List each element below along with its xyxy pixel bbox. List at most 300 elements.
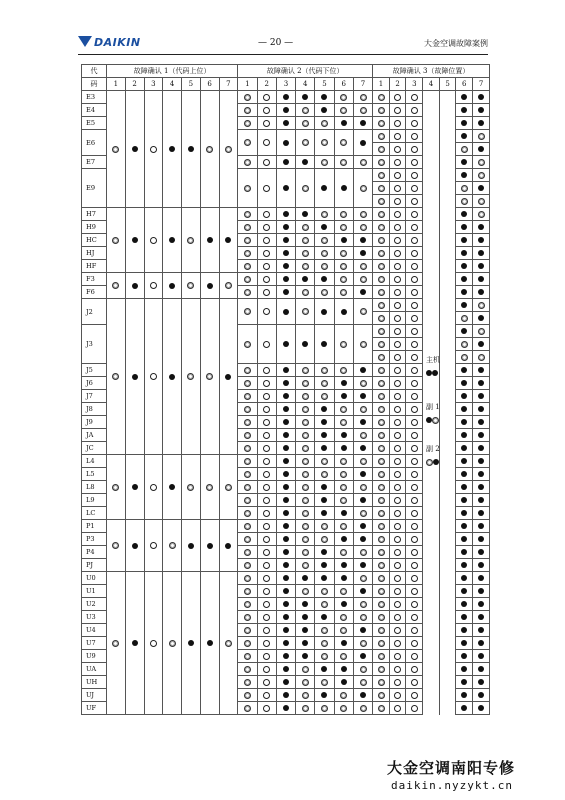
led-blink-icon [302,237,309,244]
confirm2-led [276,299,295,325]
led-off-icon [263,120,270,127]
confirm2-led [353,585,372,598]
column-number: 1 [107,78,126,91]
confirm2-led [296,91,315,104]
confirm3-led [473,260,490,273]
confirm3-led [406,130,423,143]
confirm2-led [315,676,334,689]
led-on-icon [478,237,484,243]
led-off-icon [263,497,270,504]
led-blink-icon [340,94,347,101]
led-on-icon [360,523,366,529]
led-on-icon [461,120,467,126]
table-row [82,208,490,221]
confirm2-led [296,572,315,585]
error-code: UJ [82,689,107,702]
led-off-icon [150,146,157,153]
led-off-icon [263,237,270,244]
led-blink-icon [244,393,251,400]
confirm3-led [389,520,406,533]
confirm2-led [238,663,257,676]
confirm3-blank [439,143,456,156]
confirm2-led [315,559,334,572]
confirm3-led [406,325,423,338]
led-blink-icon [378,666,385,673]
led-on-icon [283,94,289,100]
confirm3-led [473,507,490,520]
confirm3-led [456,325,473,338]
led-blink-icon [378,627,385,634]
confirm3-blank [439,494,456,507]
led-on-icon [360,653,366,659]
confirm2-led [353,325,372,364]
confirm2-led [257,273,276,286]
led-on-icon [478,523,484,529]
confirm3-led [389,195,406,208]
led-blink-icon [378,198,385,205]
confirm2-led [257,624,276,637]
led-on-icon [461,94,467,100]
confirm2-led [353,559,372,572]
confirm2-led [276,494,295,507]
led-on-icon [478,120,484,126]
column-number: 4 [163,78,182,91]
led-off-icon [394,497,401,504]
led-off-icon [263,250,270,257]
led-blink-icon [378,471,385,478]
led-blink-icon [378,484,385,491]
led-on-icon [321,94,327,100]
led-blink-icon [302,588,309,595]
confirm3-led [373,117,390,130]
confirm3-led [473,143,490,156]
led-blink-icon [225,146,232,153]
confirm3-led [406,156,423,169]
confirm2-led [257,689,276,702]
led-off-icon [394,653,401,660]
confirm2-led [353,117,372,130]
led-off-icon [394,159,401,166]
error-code: E4 [82,104,107,117]
confirm2-led [296,299,315,325]
confirm2-led [257,481,276,494]
confirm2-led [315,520,334,533]
led-on-icon [478,146,484,152]
confirm2-led [315,442,334,455]
confirm1-led [200,91,219,208]
led-blink-icon [360,458,367,465]
led-off-icon [411,510,418,517]
confirm2-led [334,104,353,117]
led-on-icon [225,237,231,243]
note-main-leds [426,369,440,377]
led-off-icon [394,562,401,569]
led-blink-icon [340,705,347,712]
confirm2-led [257,611,276,624]
error-code: E6 [82,130,107,156]
confirm3-blank [423,377,440,390]
confirm3-led [406,572,423,585]
led-on-icon [283,309,289,315]
led-off-icon [394,263,401,270]
confirm3-led [389,403,406,416]
led-on-icon [283,237,289,243]
confirm3-led [406,273,423,286]
confirm2-led [257,598,276,611]
led-blink-icon [340,627,347,634]
confirm3-blank [423,299,440,312]
led-blink-icon [478,133,485,140]
led-blink-icon [360,308,367,315]
led-on-icon [461,692,467,698]
led-blink-icon [478,198,485,205]
confirm2-led [257,130,276,156]
confirm2-led [353,598,372,611]
confirm2-led [353,273,372,286]
led-on-icon [341,237,347,243]
led-on-icon [360,627,366,633]
led-blink-icon [244,562,251,569]
confirm3-led [406,494,423,507]
led-blink-icon [378,393,385,400]
led-on-icon [283,107,289,113]
confirm3-led [406,533,423,546]
led-off-icon [394,692,401,699]
confirm2-led [353,663,372,676]
error-code: U7 [82,637,107,650]
led-off-icon [263,510,270,517]
led-on-icon [283,679,289,685]
error-code: LC [82,507,107,520]
confirm1-led [182,273,201,299]
confirm3-led [373,403,390,416]
led-on-icon [302,276,308,282]
led-on-icon [321,185,327,191]
confirm2-led [296,286,315,299]
confirm3-blank [439,351,456,364]
note-sub1-leds [426,416,440,424]
confirm2-led [353,377,372,390]
confirm2-led [257,377,276,390]
led-on-icon [302,94,308,100]
led-on-icon [461,211,467,217]
led-on-icon [132,640,138,646]
led-on-icon [169,484,175,490]
confirm2-led [238,455,257,468]
led-off-icon [411,692,418,699]
confirm1-led [200,520,219,572]
confirm2-led [296,377,315,390]
led-on-icon [341,445,347,451]
led-off-icon [394,679,401,686]
led-on-icon [461,224,467,230]
led-off-icon [411,289,418,296]
led-blink-icon [244,692,251,699]
confirm2-led [296,247,315,260]
confirm3-led [473,403,490,416]
confirm2-led [238,572,257,585]
led-blink-icon [378,523,385,530]
led-on-icon [207,640,213,646]
confirm1-led [144,299,163,455]
column-number: 7 [473,78,490,91]
confirm3-led [406,663,423,676]
confirm2-led [238,637,257,650]
led-off-icon [394,354,401,361]
confirm3-led [406,351,423,364]
led-blink-icon [340,588,347,595]
confirm2-led [334,299,353,325]
confirm2-led [276,221,295,234]
led-blink-icon [244,380,251,387]
confirm2-led [296,468,315,481]
error-code: P1 [82,520,107,533]
led-blink-icon [478,159,485,166]
led-on-icon [225,543,231,549]
confirm3-blank [423,429,440,442]
confirm3-blank [439,611,456,624]
confirm3-led [473,637,490,650]
led-blink-icon [340,107,347,114]
led-on-icon [478,250,484,256]
led-on-icon [341,666,347,672]
confirm2-led [296,169,315,208]
led-blink-icon [302,419,309,426]
led-blink-icon [340,341,347,348]
confirm3-led [456,611,473,624]
confirm2-led [276,208,295,221]
led-on-icon [283,393,289,399]
confirm3-led [456,182,473,195]
confirm3-led [389,390,406,403]
led-on-icon [461,679,467,685]
led-on-icon [478,419,484,425]
confirm3-blank [439,377,456,390]
led-off-icon [394,614,401,621]
error-code: HF [82,260,107,273]
confirm1-led [144,273,163,299]
confirm1-led [107,208,126,273]
led-on-icon [321,445,327,451]
confirm2-led [276,507,295,520]
confirm3-led [456,195,473,208]
led-blink-icon [302,471,309,478]
confirm3-led [373,598,390,611]
led-blink-icon [321,679,328,686]
confirm2-led [315,260,334,273]
led-on-icon [478,484,484,490]
confirm3-led [389,286,406,299]
led-off-icon [263,705,270,712]
confirm2-led [334,273,353,286]
led-on-icon [478,666,484,672]
led-off-icon [263,94,270,101]
led-on-icon [321,497,327,503]
confirm2-led [276,468,295,481]
confirm3-blank [439,585,456,598]
confirm3-led [473,312,490,325]
led-blink-icon [321,367,328,374]
confirm3-led [373,338,390,351]
led-blink-icon [302,484,309,491]
led-on-icon [478,367,484,373]
led-off-icon [394,120,401,127]
led-off-icon [394,406,401,413]
page-number: — 20 — [258,38,294,48]
confirm2-led [296,260,315,273]
confirm2-led [257,169,276,208]
confirm3-blank [439,299,456,312]
confirm2-led [353,104,372,117]
led-blink-icon [169,542,176,549]
confirm2-led [353,429,372,442]
confirm3-led [406,169,423,182]
led-off-icon [394,484,401,491]
led-blink-icon [378,588,385,595]
column-number: 7 [219,78,238,91]
confirm2-led [315,416,334,429]
led-off-icon [394,419,401,426]
led-blink-icon [360,406,367,413]
led-off-icon [411,445,418,452]
confirm3-led [456,130,473,143]
confirm2-led [334,325,353,364]
confirm3-led [473,520,490,533]
confirm2-led [296,403,315,416]
confirm3-led [406,416,423,429]
confirm1-led [219,572,238,715]
led-on-icon [321,309,327,315]
confirm3-blank [439,429,456,442]
confirm2-led [238,390,257,403]
confirm2-led [334,598,353,611]
confirm3-led [406,91,423,104]
led-off-icon [150,542,157,549]
led-off-icon [150,484,157,491]
confirm2-led [315,221,334,234]
confirm2-led [315,299,334,325]
confirm2-led [353,637,372,650]
led-on-icon [321,614,327,620]
error-code: UF [82,702,107,715]
led-blink-icon [321,120,328,127]
confirm3-blank [423,117,440,130]
confirm3-blank [423,585,440,598]
led-off-icon [394,549,401,556]
confirm2-led [315,286,334,299]
confirm3-led [473,611,490,624]
confirm3-blank [439,325,456,338]
led-blink-icon [302,308,309,315]
table-row [82,520,490,533]
confirm3-blank [423,260,440,273]
led-off-icon [394,588,401,595]
note-sub1-label: 副 1 [426,403,440,411]
led-on-icon [283,458,289,464]
error-code: J6 [82,377,107,390]
confirm3-blank [423,234,440,247]
led-on-icon [478,94,484,100]
confirm2-led [276,91,295,104]
led-off-icon [394,198,401,205]
confirm3-led [373,468,390,481]
confirm2-led [353,442,372,455]
led-on-icon [283,471,289,477]
led-off-icon [263,185,270,192]
confirm2-led [296,481,315,494]
led-blink-icon [302,562,309,569]
confirm3-led [373,247,390,260]
led-on-icon [360,497,366,503]
confirm3-led [456,429,473,442]
confirm2-led [296,676,315,689]
confirm2-led [238,130,257,156]
confirm2-led [334,611,353,624]
confirm2-led [296,689,315,702]
confirm2-led [238,416,257,429]
led-blink-icon [302,666,309,673]
confirm3-led [373,221,390,234]
confirm3-led [373,676,390,689]
led-on-icon [283,666,289,672]
led-off-icon [263,601,270,608]
confirm2-led [296,585,315,598]
confirm3-led [406,442,423,455]
confirm2-led [315,468,334,481]
confirm2-led [276,676,295,689]
led-off-icon [263,432,270,439]
confirm3-led [389,247,406,260]
confirm2-led [353,689,372,702]
confirm1-led [107,91,126,208]
confirm3-blank [439,624,456,637]
led-blink-icon [302,692,309,699]
confirm2-led [334,390,353,403]
led-off-icon [263,549,270,556]
confirm2-led [296,624,315,637]
error-code: JA [82,429,107,442]
table-header-row [82,65,490,78]
confirm2-led [257,247,276,260]
confirm2-led [315,455,334,468]
confirm2-led [276,377,295,390]
confirm3-led [456,260,473,273]
confirm3-blank [439,663,456,676]
confirm3-led [406,377,423,390]
confirm2-led [257,455,276,468]
note-sub1-unit [426,402,440,424]
confirm3-led [473,689,490,702]
header-group3: 故障确认 3（故障位置） [373,65,490,78]
led-off-icon [411,497,418,504]
led-on-icon [478,315,484,321]
confirm2-led [257,117,276,130]
confirm2-led [334,91,353,104]
led-blink-icon [244,419,251,426]
confirm2-led [296,442,315,455]
led-on-icon [478,640,484,646]
led-on-icon [461,705,467,711]
led-off-icon [411,419,418,426]
led-blink-icon [378,640,385,647]
confirm3-led [373,364,390,377]
led-off-icon [263,666,270,673]
confirm2-led [238,494,257,507]
confirm3-led [473,702,490,715]
error-code: L8 [82,481,107,494]
confirm2-led [353,494,372,507]
confirm3-led [456,364,473,377]
